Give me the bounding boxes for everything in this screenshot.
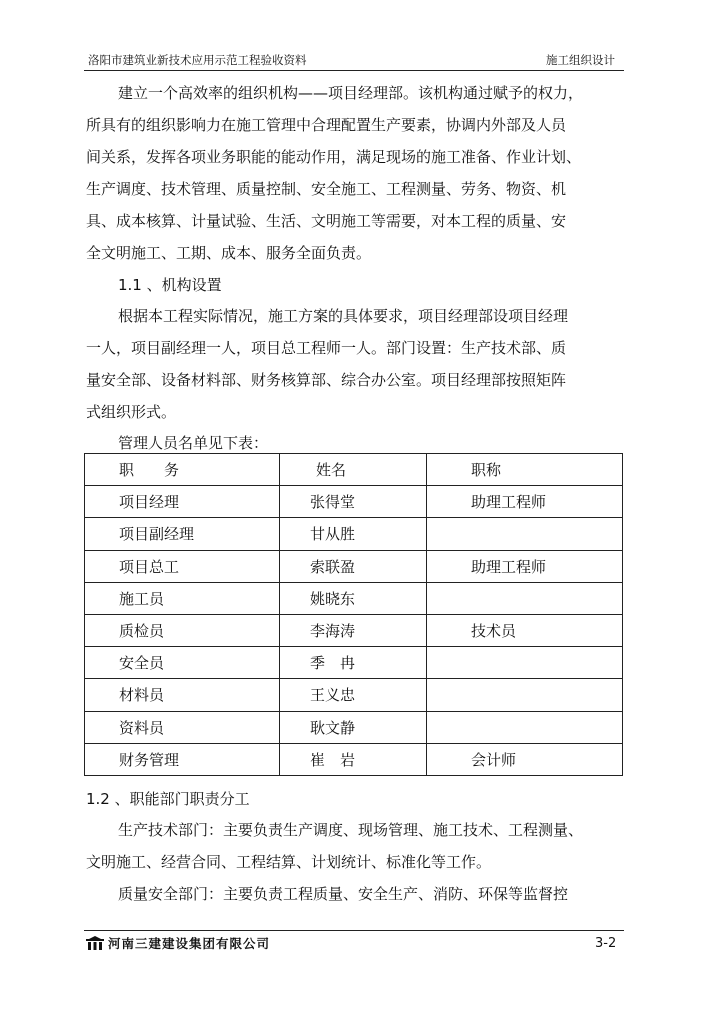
section-1-1-heading: 1.1 、机构设置 [118, 276, 222, 294]
table-row [85, 550, 623, 582]
cell-title: 助理工程师 [427, 486, 623, 518]
cell-title: 会计师 [427, 743, 623, 775]
cell-name: 索联盈 [280, 550, 427, 582]
cell-position: 质检员 [85, 614, 280, 646]
table-caption: 管理人员名单见下表： [118, 434, 269, 452]
intro-line: 间关系，发挥各项业务职能的能动作用，满足现场的施工准备、作业计划、 [86, 148, 582, 166]
header-cell-name: 姓名 [280, 454, 427, 486]
table-row [85, 711, 623, 743]
cell-position: 项目副经理 [85, 518, 280, 550]
company-mark-icon [86, 936, 104, 950]
intro-line: 全文明施工、工期、成本、服务全面负责。 [86, 244, 372, 262]
footer-company-name: 河南三建建设集团有限公司 [108, 936, 271, 951]
cell-title [427, 711, 623, 743]
table-row [85, 647, 623, 679]
table-row [85, 679, 623, 711]
staff-table [84, 453, 623, 776]
cell-name: 张得堂 [280, 486, 427, 518]
company-logo [86, 934, 270, 952]
cell-title [427, 582, 623, 614]
cell-position: 安全员 [85, 647, 280, 679]
section-1-1-line: 一人，项目副经理一人，项目总工程师一人。部门设置：生产技术部、质 [86, 339, 567, 357]
section-1-1-line: 式组织形式。 [86, 403, 177, 421]
table-header-row [85, 454, 623, 486]
cell-title: 技术员 [427, 614, 623, 646]
table-row [85, 614, 623, 646]
cell-name: 耿文静 [280, 711, 427, 743]
table-row [85, 486, 623, 518]
intro-line: 建立一个高效率的组织机构——项目经理部。该机构通过赋予的权力， [118, 84, 584, 102]
intro-line: 生产调度、技术管理、质量控制、安全施工、工程测量、劳务、物资、机 [86, 180, 567, 198]
header-section-title: 施工组织设计 [546, 53, 615, 67]
cell-title: 助理工程师 [427, 550, 623, 582]
cell-position: 项目经理 [85, 486, 280, 518]
cell-name: 姚晓东 [280, 582, 427, 614]
header-cell-title: 职称 [427, 454, 623, 486]
cell-name: 崔 岩 [280, 743, 427, 775]
table-row [85, 743, 623, 775]
cell-name: 季 冉 [280, 647, 427, 679]
intro-line: 具、成本核算、计量试验、生活、文明施工等需要，对本工程的质量、安 [86, 212, 567, 230]
cell-position: 项目总工 [85, 550, 280, 582]
header-document-title: 洛阳市建筑业新技术应用示范工程验收资料 [88, 53, 307, 67]
intro-line: 所具有的组织影响力在施工管理中合理配置生产要素，协调内外部及人员 [86, 116, 567, 134]
section-1-2-line: 质量安全部门：主要负责工程质量、安全生产、消防、环保等监督控 [118, 885, 569, 903]
cell-position: 资料员 [85, 711, 280, 743]
cell-name: 王义忠 [280, 679, 427, 711]
cell-title [427, 647, 623, 679]
cell-title [427, 518, 623, 550]
cell-position: 材料员 [85, 679, 280, 711]
section-1-1-line: 根据本工程实际情况，施工方案的具体要求，项目经理部设项目经理 [118, 307, 569, 325]
cell-name: 甘从胜 [280, 518, 427, 550]
cell-position: 财务管理 [85, 743, 280, 775]
cell-name: 李海涛 [280, 614, 427, 646]
footer-divider [84, 930, 624, 931]
page-number: 3-2 [595, 936, 617, 951]
section-1-2-line: 文明施工、经营合同、工程结算、计划统计、标准化等工作。 [86, 853, 492, 871]
header-cell-position: 职 务 [85, 454, 280, 486]
cell-title [427, 679, 623, 711]
section-1-2-heading: 1.2 、职能部门职责分工 [86, 790, 250, 808]
table-row [85, 518, 623, 550]
cell-position: 施工员 [85, 582, 280, 614]
header-divider [84, 70, 624, 71]
table-row [85, 582, 623, 614]
section-1-1-line: 量安全部、设备材料部、财务核算部、综合办公室。项目经理部按照矩阵 [86, 371, 567, 389]
section-1-2-line: 生产技术部门：主要负责生产调度、现场管理、施工技术、工程测量、 [118, 821, 584, 839]
